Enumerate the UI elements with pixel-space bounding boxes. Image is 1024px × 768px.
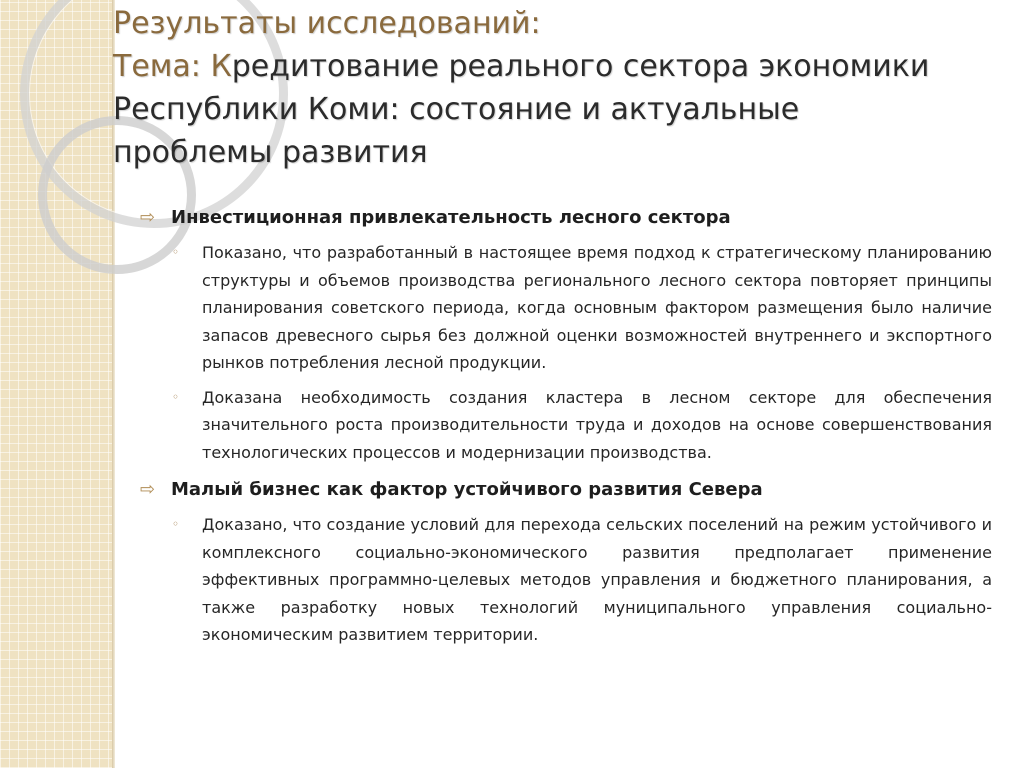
title-topic-prefix: Тема: К [113,49,232,84]
title-line-results: Результаты исследований: [113,6,541,41]
list-item [172,511,992,649]
list-item-text: Доказано, что создание условий для перехода сельских поселений на режим устойчивого и комплексного социально-экономического развития предполагает применение эффективных программно-целевых методов управления и бюджетного планирования, а также разработку новых технологий муниципального управления социально-экономическим развитием территории. [202,515,992,644]
circle-bullet-icon: ◦ [172,517,180,531]
section-heading [140,476,992,504]
list-item-text: Доказана необходимость создания кластера в лесном секторе для обеспечения значительного роста производительности труда и доходов на основе совершенствования технологических процессов и модернизации производства. [202,387,992,462]
decorative-side-panel [0,0,112,768]
spacer [140,232,992,239]
spacer [140,377,992,384]
circle-bullet-icon: ◦ [172,245,180,259]
title-topic: редитование реального сектора экономики Республики Коми: состояние и актуальные проблемы развития [113,49,930,170]
arrow-bullet-icon: ⇨ [140,479,156,500]
list-item [172,239,992,377]
section-heading [140,204,992,232]
list-item [172,384,992,467]
slide-body [140,204,992,649]
circle-bullet-icon: ◦ [172,389,180,404]
list-item-text: Показано, что разработанный в настоящее время подход к стратегическому планированию структуры и объемов производства регионального лесного сектора повторяет принципы планирования советского периода, когда основным фактором размещения было наличие запасов древесного сырья без должной оценки возможностей внутреннего и экспортного рынков потребления лесной продукции. [202,243,992,372]
spacer [140,466,992,476]
arrow-bullet-icon: ⇨ [140,207,156,228]
slide-title [113,2,933,174]
section-heading-text: Инвестиционная привлекательность лесного сектора [171,207,731,228]
section-heading-text: Малый бизнес как фактор устойчивого развития Севера [171,479,763,500]
spacer [140,504,992,511]
